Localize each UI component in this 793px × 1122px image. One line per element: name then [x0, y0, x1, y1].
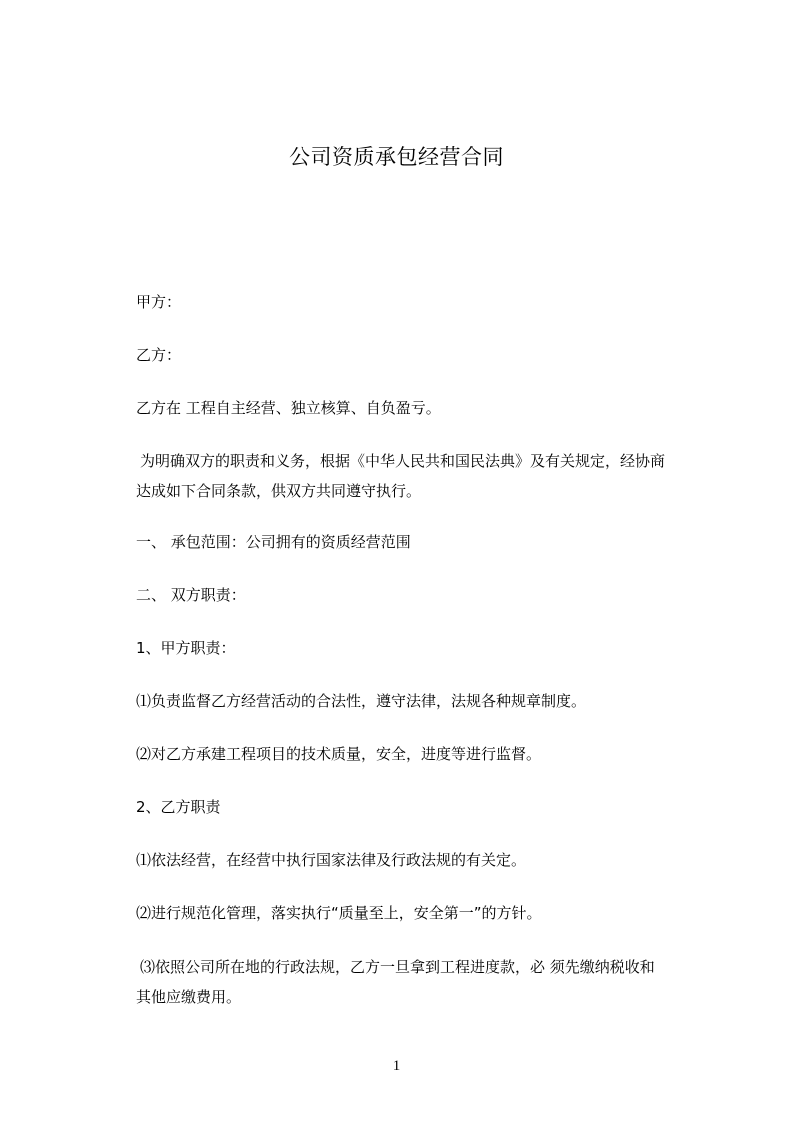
- purpose-paragraph-line-2: 达成如下合同条款，供双方共同遵守执行。: [136, 482, 422, 500]
- party-a-duty-2: ⑵对乙方承建工程项目的技术质量，安全，进度等进行监督。: [136, 745, 542, 763]
- party-b-label: 乙方：: [136, 346, 182, 364]
- party-b-duty-2: ⑵进行规范化管理，落实执行“质量至上，安全第一”的方针。: [136, 904, 542, 922]
- party-a-duty-1: ⑴负责监督乙方经营活动的合法性，遵守法律，法规各种规章制度。: [136, 692, 587, 710]
- subsection-party-a-duties: 1、甲方职责：: [136, 639, 236, 657]
- page-number: 1: [392, 1058, 401, 1074]
- section-2-responsibilities: 二、 双方职责：: [136, 586, 246, 604]
- intro-statement: 乙方在 工程自主经营、独立核算、自负盈亏。: [136, 399, 441, 417]
- party-b-duty-3-line-2: 其他应缴费用。: [136, 988, 242, 1006]
- party-b-duty-1: ⑴依法经营，在经营中执行国家法律及行政法规的有关定。: [136, 851, 527, 869]
- party-a-label: 甲方：: [136, 293, 182, 311]
- party-b-duty-3-line-1: ⑶依照公司所在地的行政法规，乙方一旦拿到工程进度款，必 须先缴纳税收和: [140, 958, 655, 976]
- document-title: 公司资质承包经营合同: [289, 145, 504, 169]
- subsection-party-b-duties: 2、乙方职责: [136, 798, 221, 816]
- section-1-scope: 一、 承包范围：公司拥有的资质经营范围: [136, 533, 411, 551]
- purpose-paragraph-line-1: 为明确双方的职责和义务，根据《中华人民共和国民法典》及有关规定，经协商: [140, 452, 666, 470]
